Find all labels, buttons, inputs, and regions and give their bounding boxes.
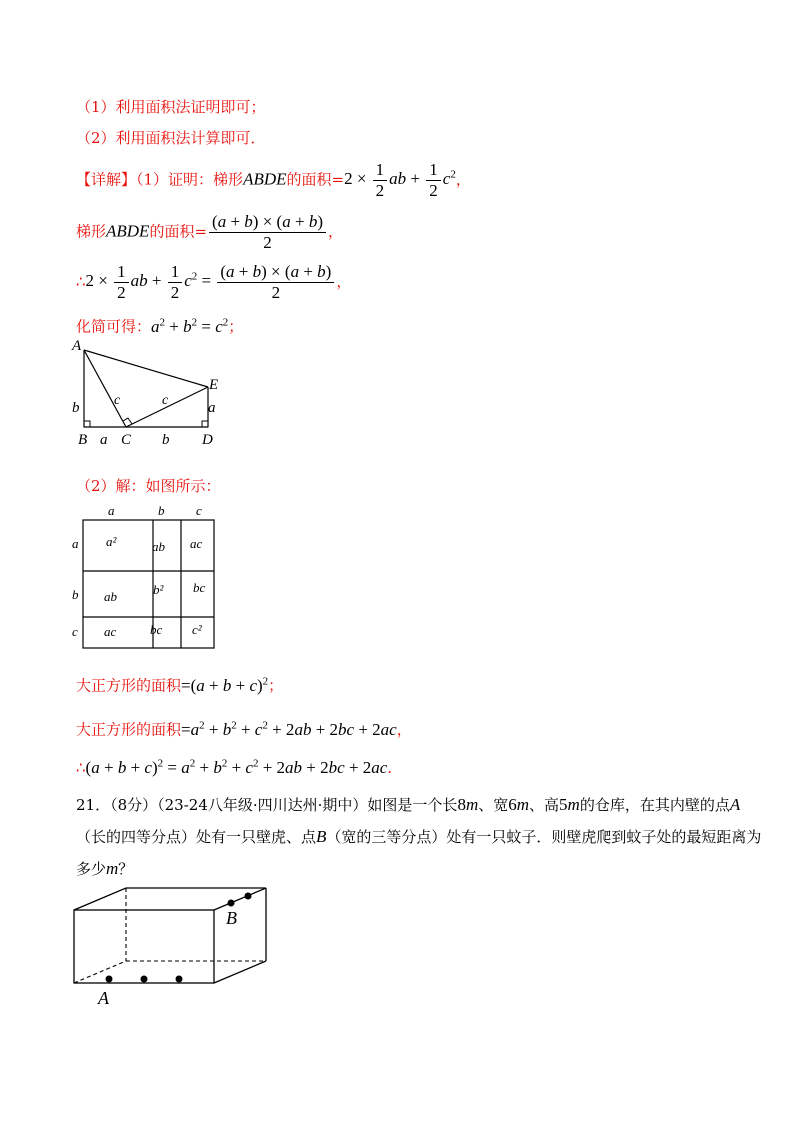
question-line3-end: ？ (118, 860, 134, 878)
solution-line-4: 化简可得：$a^2 + b^2 = c^2$； (76, 316, 244, 336)
formula-3: 2 × $\frac{1}{2}$ ab + $\frac{1}{2}$ $c^2$ = $\frac{(a + b) \times (a + b)}{2}$ (86, 271, 337, 290)
analysis-line-1: （1）利用面积法证明即可； (76, 98, 266, 116)
question-line-2 (76, 826, 761, 848)
cell-b2: b² (153, 582, 164, 597)
cell-c2: c² (192, 622, 202, 637)
vertex-b: B (78, 432, 88, 448)
formula-4: $a^2 + b^2 = c^2$ (151, 316, 229, 336)
cell-a2: a² (106, 534, 117, 549)
formula-5: $=(a + b + c)^2$ (181, 675, 269, 695)
cell-ac-2: ac (104, 624, 117, 639)
label-a-bottom: a (100, 432, 108, 448)
unit-3: m (567, 795, 580, 814)
question-text-d: 的仓库，在其内壁的点 (579, 796, 730, 814)
question-source: （23-24八年级·四川达州·期中） (157, 796, 368, 814)
question-score: （8分） (110, 796, 158, 814)
cell-ab-1: ab (152, 539, 165, 554)
question-line-3 (76, 858, 133, 880)
question-line-1 (76, 794, 740, 816)
top-label-a: a (108, 504, 115, 518)
question-line2-a: （长的四等分点）处有一只壁虎、点 (76, 828, 317, 846)
trap-word: 梯形 (76, 222, 107, 241)
label-b-bottom: b (162, 432, 170, 448)
cell-bc-2: bc (150, 622, 163, 637)
part2-intro: （2）解：如图所示： (76, 477, 221, 495)
big-square-word-1: 大正方形的面积 (76, 676, 182, 695)
trapezoid-figure (66, 332, 236, 452)
third-dot-2 (245, 893, 252, 900)
left-label-a: a (72, 536, 79, 551)
part1-intro: （1）证明：梯形 (136, 170, 244, 189)
vertex-a: A (72, 338, 82, 354)
label-a-right: a (208, 400, 216, 416)
point-b-ref: B (316, 827, 327, 846)
formula-2: $\frac{(a + b) \times (a + b)}{2}$ (209, 212, 326, 253)
solution-line-1: 【详解】（1）证明：梯形ABDE的面积=2 × $\frac{1}{2}$ ab + $\frac{1}{2}$ $c^2$， (76, 160, 471, 200)
unit-4: m (106, 859, 119, 878)
solution-line-3: ∴2 × $\frac{1}{2}$ ab + $\frac{1}{2}$ $c^2$ = $\frac{(a + b) \times (a + b)}{2}$ ， (76, 262, 352, 302)
vertex-d: D (202, 432, 213, 448)
label-b: B (226, 908, 237, 928)
label-b-left: b (72, 400, 80, 416)
question-line2-b: （宽的三等分点）处有一只蚊子．则壁虎爬到蚊子处的最短距离为 (326, 828, 762, 846)
unit-1: m (465, 795, 479, 814)
square-grid-figure (66, 504, 226, 652)
trap-name-2: ABDE (106, 221, 150, 241)
vertex-c: C (121, 432, 132, 448)
analysis-line-2: （2）利用面积法计算即可． (76, 129, 266, 147)
simplify-word: 化简可得： (76, 317, 152, 336)
conclusion-line: ∴(a + $b + c)^2 = a^2 + b^2 + c^2 + 2ab + 2bc + 2ac$． (76, 757, 403, 777)
formula-6: $=a^2 + b^2 + c^2 + 2ab + 2bc + 2ac$ (181, 719, 397, 739)
vertex-e: E (209, 377, 219, 393)
question-text-c: 、高 (529, 796, 560, 814)
point-b-dot (228, 900, 235, 907)
big-square-line-2: 大正方形的面积$=a^2 + b^2 + c^2 + 2ab + 2bc + 2ac$， (76, 719, 412, 739)
solution-line-2: 梯形ABDE的面积= $\frac{(a + b) \times (a + b)}{2}$ ， (76, 212, 343, 252)
left-label-b: b (72, 587, 79, 602)
label-c-2: c (162, 393, 169, 408)
question-text-b: 、宽 (478, 796, 509, 814)
point-a-ref: A (729, 795, 741, 814)
label-c-1: c (114, 393, 121, 408)
therefore-1: ∴ (76, 272, 86, 291)
quarter-dot-3 (176, 976, 183, 983)
question-line3: 多少 (76, 860, 107, 878)
detail-tag: 【详解】 (76, 170, 137, 189)
question-text-a: 如图是一个长 (367, 796, 458, 814)
area-word: 的面积= (286, 170, 345, 189)
cell-ab-2: ab (104, 589, 117, 604)
height-value: 5 (559, 795, 568, 814)
big-square-line-1: 大正方形的面积$=(a + b + c)^2$； (76, 675, 284, 695)
area-word-2: 的面积= (149, 222, 208, 241)
cell-bc-1: bc (193, 580, 206, 595)
top-label-c: c (196, 504, 202, 518)
point-a-dot (106, 976, 113, 983)
warehouse-figure (66, 884, 286, 1009)
quarter-dot-2 (141, 976, 148, 983)
length-value: 8 (457, 795, 466, 814)
left-label-c: c (72, 624, 78, 639)
therefore-2: ∴ (76, 758, 86, 777)
unit-2: m (516, 795, 530, 814)
big-square-word-2: 大正方形的面积 (76, 720, 182, 739)
label-a: A (98, 988, 109, 1008)
formula-7: $(a + b + c)^2 = a^2 + b^2 + c^2 + 2ab + 2bc + 2ac$ (85, 757, 388, 777)
trap-name: ABDE (243, 169, 287, 189)
width-value: 6 (508, 795, 517, 814)
top-label-b: b (158, 504, 165, 518)
cell-ac-1: ac (190, 536, 203, 551)
formula-1: 2 × $\frac{1}{2}$ ab + $\frac{1}{2}$ $c^2$ (344, 160, 456, 200)
question-number: 21． (76, 796, 111, 814)
